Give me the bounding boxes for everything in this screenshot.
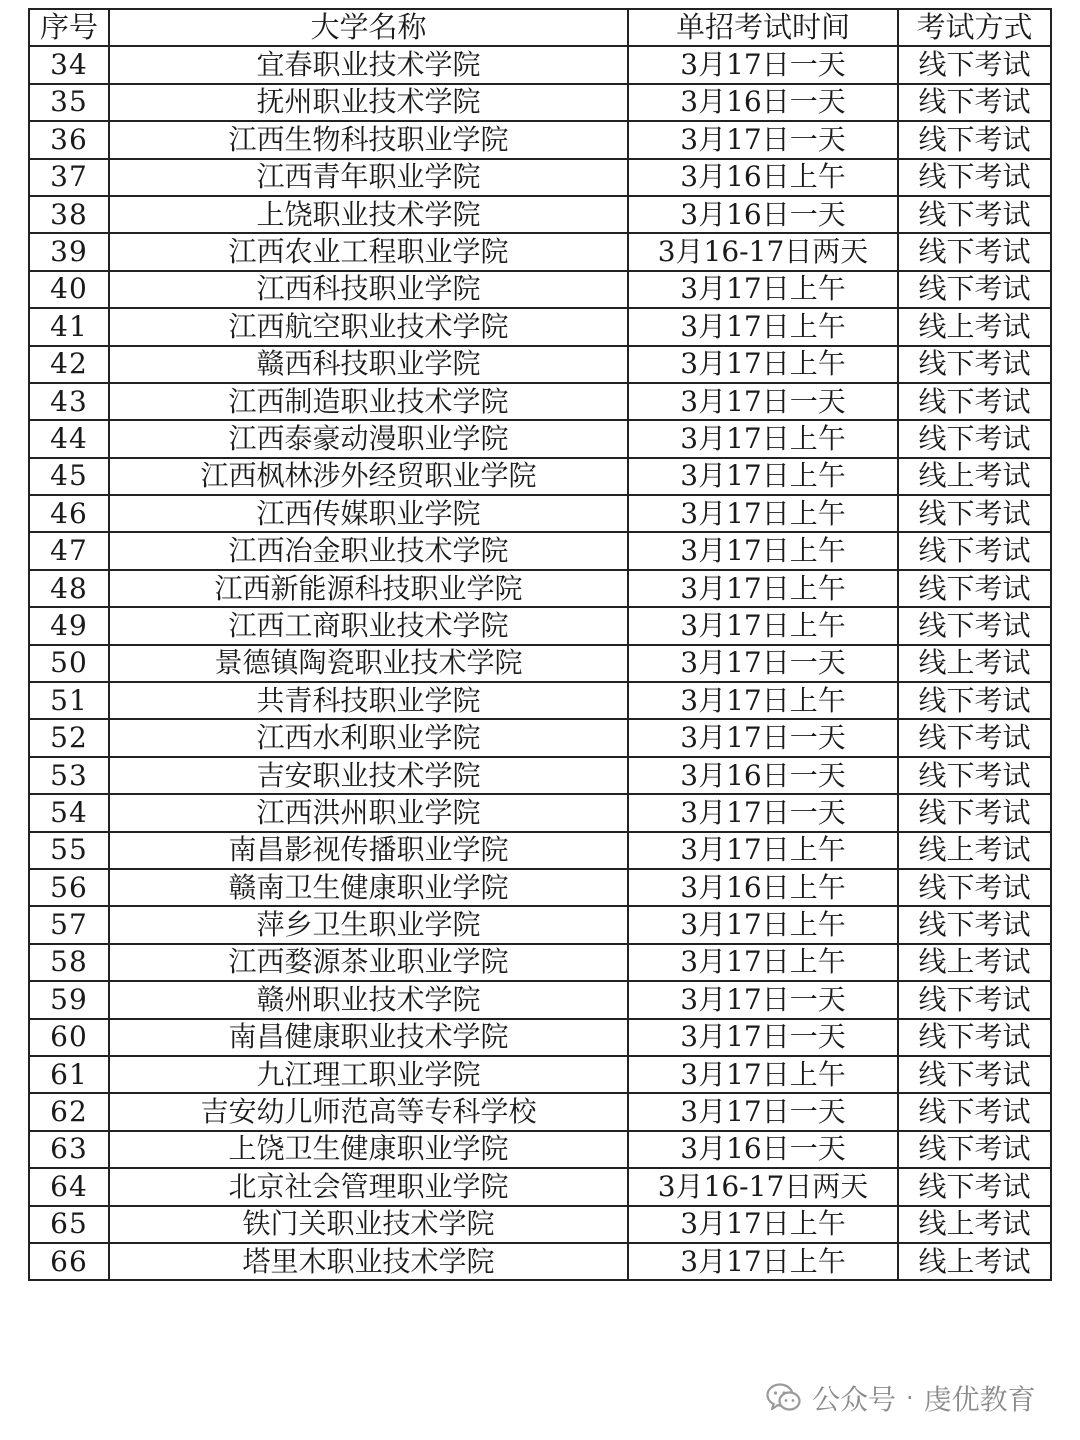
table-row [29,906,1051,943]
serial-number-cell: 54 [29,794,109,831]
serial-number-cell: 48 [29,570,109,607]
exam-time-cell: 3月17日上午 [628,682,898,719]
exam-mode-cell: 线上考试 [898,944,1051,981]
serial-number-cell: 64 [29,1168,109,1205]
university-name-cell: 南昌健康职业技术学院 [109,1019,628,1056]
exam-time-cell: 3月17日上午 [628,532,898,569]
university-name-cell: 江西生物科技职业学院 [109,121,628,158]
table-row [29,346,1051,383]
university-name-cell: 南昌影视传播职业学院 [109,832,628,869]
table-row [29,1131,1051,1168]
university-name-cell: 铁门关职业技术学院 [109,1206,628,1243]
serial-number-cell: 46 [29,495,109,532]
serial-number-cell: 60 [29,1019,109,1056]
exam-time-cell: 3月16日上午 [628,869,898,906]
university-name-cell: 共青科技职业学院 [109,682,628,719]
header-exam-time: 单招考试时间 [628,9,898,46]
table-row [29,794,1051,831]
table-row [29,196,1051,233]
university-name-cell: 江西冶金职业技术学院 [109,532,628,569]
university-name-cell: 上饶职业技术学院 [109,196,628,233]
university-name-cell: 江西泰豪动漫职业学院 [109,420,628,457]
table-row [29,570,1051,607]
exam-mode-cell: 线上考试 [898,832,1051,869]
table-row [29,607,1051,644]
header-exam-mode: 考试方式 [898,9,1051,46]
table-body [29,46,1051,1280]
table-header-row [29,9,1051,46]
table-row [29,1243,1051,1280]
exam-time-cell: 3月17日一天 [628,1019,898,1056]
serial-number-cell: 53 [29,757,109,794]
exam-time-cell: 3月16-17日两天 [628,1168,898,1205]
exam-time-cell: 3月17日上午 [628,420,898,457]
serial-number-cell: 52 [29,719,109,756]
exam-mode-cell: 线下考试 [898,757,1051,794]
exam-mode-cell: 线下考试 [898,271,1051,308]
university-name-cell: 江西水利职业学院 [109,719,628,756]
exam-mode-cell: 线下考试 [898,1131,1051,1168]
exam-mode-cell: 线下考试 [898,906,1051,943]
table-row [29,383,1051,420]
exam-time-cell: 3月17日上午 [628,346,898,383]
exam-mode-cell: 线下考试 [898,420,1051,457]
university-name-cell: 赣西科技职业学院 [109,346,628,383]
table-row [29,121,1051,158]
exam-schedule-table [28,8,1052,1281]
university-name-cell: 九江理工职业学院 [109,1056,628,1093]
exam-time-cell: 3月17日上午 [628,906,898,943]
exam-mode-cell: 线下考试 [898,1056,1051,1093]
university-name-cell: 江西婺源茶业职业学院 [109,944,628,981]
university-name-cell: 江西制造职业技术学院 [109,383,628,420]
footer-label: 公众号 [812,1383,897,1416]
exam-mode-cell: 线下考试 [898,233,1051,270]
serial-number-cell: 50 [29,645,109,682]
university-name-cell: 江西科技职业学院 [109,271,628,308]
table-row [29,1093,1051,1130]
exam-mode-cell: 线下考试 [898,981,1051,1018]
exam-mode-cell: 线上考试 [898,1243,1051,1280]
table-row [29,832,1051,869]
serial-number-cell: 66 [29,1243,109,1280]
serial-number-cell: 56 [29,869,109,906]
exam-mode-cell: 线下考试 [898,495,1051,532]
university-name-cell: 江西新能源科技职业学院 [109,570,628,607]
exam-time-cell: 3月16日一天 [628,196,898,233]
exam-mode-cell: 线下考试 [898,869,1051,906]
university-name-cell: 江西洪州职业学院 [109,794,628,831]
header-serial-number: 序号 [29,9,109,46]
exam-time-cell: 3月17日上午 [628,944,898,981]
serial-number-cell: 43 [29,383,109,420]
exam-mode-cell: 线下考试 [898,159,1051,196]
exam-mode-cell: 线下考试 [898,46,1051,83]
serial-number-cell: 61 [29,1056,109,1093]
exam-time-cell: 3月16日上午 [628,159,898,196]
exam-time-cell: 3月16日一天 [628,1131,898,1168]
exam-mode-cell: 线下考试 [898,196,1051,233]
exam-mode-cell: 线下考试 [898,607,1051,644]
university-name-cell: 抚州职业技术学院 [109,84,628,121]
exam-mode-cell: 线下考试 [898,719,1051,756]
serial-number-cell: 39 [29,233,109,270]
exam-mode-cell: 线上考试 [898,645,1051,682]
exam-time-cell: 3月17日一天 [628,645,898,682]
exam-mode-cell: 线下考试 [898,383,1051,420]
table-row [29,1206,1051,1243]
exam-time-cell: 3月17日上午 [628,495,898,532]
exam-mode-cell: 线下考试 [898,1168,1051,1205]
exam-mode-cell: 线下考试 [898,1019,1051,1056]
exam-time-cell: 3月17日一天 [628,1093,898,1130]
exam-schedule-sheet [28,8,1050,1281]
serial-number-cell: 45 [29,458,109,495]
serial-number-cell: 42 [29,346,109,383]
exam-mode-cell: 线下考试 [898,346,1051,383]
serial-number-cell: 37 [29,159,109,196]
university-name-cell: 赣南卫生健康职业学院 [109,869,628,906]
exam-mode-cell: 线下考试 [898,682,1051,719]
exam-mode-cell: 线下考试 [898,532,1051,569]
footer-watermark [766,1378,1036,1418]
serial-number-cell: 58 [29,944,109,981]
serial-number-cell: 35 [29,84,109,121]
serial-number-cell: 44 [29,420,109,457]
exam-time-cell: 3月16-17日两天 [628,233,898,270]
serial-number-cell: 62 [29,1093,109,1130]
table-row [29,233,1051,270]
table-row [29,1168,1051,1205]
table-row [29,1019,1051,1056]
exam-time-cell: 3月17日上午 [628,607,898,644]
table-row [29,1056,1051,1093]
exam-time-cell: 3月17日上午 [628,458,898,495]
exam-time-cell: 3月16日一天 [628,84,898,121]
serial-number-cell: 51 [29,682,109,719]
university-name-cell: 萍乡卫生职业学院 [109,906,628,943]
table-row [29,159,1051,196]
serial-number-cell: 63 [29,1131,109,1168]
university-name-cell: 江西枫林涉外经贸职业学院 [109,458,628,495]
serial-number-cell: 49 [29,607,109,644]
university-name-cell: 吉安幼儿师范高等专科学校 [109,1093,628,1130]
university-name-cell: 江西传媒职业学院 [109,495,628,532]
wechat-icon [766,1382,802,1414]
university-name-cell: 上饶卫生健康职业学院 [109,1131,628,1168]
table-row [29,84,1051,121]
exam-time-cell: 3月17日上午 [628,271,898,308]
exam-mode-cell: 线下考试 [898,1093,1051,1130]
table-row [29,645,1051,682]
exam-mode-cell: 线下考试 [898,84,1051,121]
exam-time-cell: 3月17日上午 [628,832,898,869]
table-row [29,869,1051,906]
exam-time-cell: 3月17日一天 [628,719,898,756]
serial-number-cell: 59 [29,981,109,1018]
table-row [29,682,1051,719]
serial-number-cell: 47 [29,532,109,569]
exam-time-cell: 3月17日上午 [628,1056,898,1093]
university-name-cell: 江西青年职业学院 [109,159,628,196]
serial-number-cell: 65 [29,1206,109,1243]
university-name-cell: 吉安职业技术学院 [109,757,628,794]
table-row [29,532,1051,569]
university-name-cell: 宜春职业技术学院 [109,46,628,83]
serial-number-cell: 36 [29,121,109,158]
exam-mode-cell: 线上考试 [898,1206,1051,1243]
university-name-cell: 江西航空职业技术学院 [109,308,628,345]
exam-time-cell: 3月17日上午 [628,570,898,607]
exam-time-cell: 3月17日上午 [628,308,898,345]
exam-time-cell: 3月17日上午 [628,1243,898,1280]
serial-number-cell: 55 [29,832,109,869]
table-row [29,271,1051,308]
serial-number-cell: 41 [29,308,109,345]
exam-time-cell: 3月17日一天 [628,121,898,158]
table-row [29,420,1051,457]
table-row [29,944,1051,981]
table-row [29,981,1051,1018]
exam-time-cell: 3月17日一天 [628,383,898,420]
university-name-cell: 塔里木职业技术学院 [109,1243,628,1280]
table-row [29,308,1051,345]
university-name-cell: 北京社会管理职业学院 [109,1168,628,1205]
table-row [29,719,1051,756]
exam-mode-cell: 线下考试 [898,570,1051,607]
university-name-cell: 赣州职业技术学院 [109,981,628,1018]
university-name-cell: 江西工商职业技术学院 [109,607,628,644]
exam-mode-cell: 线下考试 [898,794,1051,831]
footer-account-name: 虔优教育 [923,1383,1036,1416]
serial-number-cell: 38 [29,196,109,233]
exam-time-cell: 3月17日一天 [628,46,898,83]
header-university-name: 大学名称 [109,9,628,46]
footer-separator: · [906,1384,914,1412]
serial-number-cell: 34 [29,46,109,83]
university-name-cell: 江西农业工程职业学院 [109,233,628,270]
exam-time-cell: 3月17日上午 [628,1206,898,1243]
table-row [29,46,1051,83]
serial-number-cell: 57 [29,906,109,943]
exam-mode-cell: 线下考试 [898,121,1051,158]
university-name-cell: 景德镇陶瓷职业技术学院 [109,645,628,682]
exam-time-cell: 3月17日一天 [628,981,898,1018]
exam-mode-cell: 线上考试 [898,458,1051,495]
table-row [29,495,1051,532]
serial-number-cell: 40 [29,271,109,308]
table-row [29,458,1051,495]
exam-mode-cell: 线上考试 [898,308,1051,345]
exam-time-cell: 3月16日一天 [628,757,898,794]
table-row [29,757,1051,794]
exam-time-cell: 3月17日一天 [628,794,898,831]
